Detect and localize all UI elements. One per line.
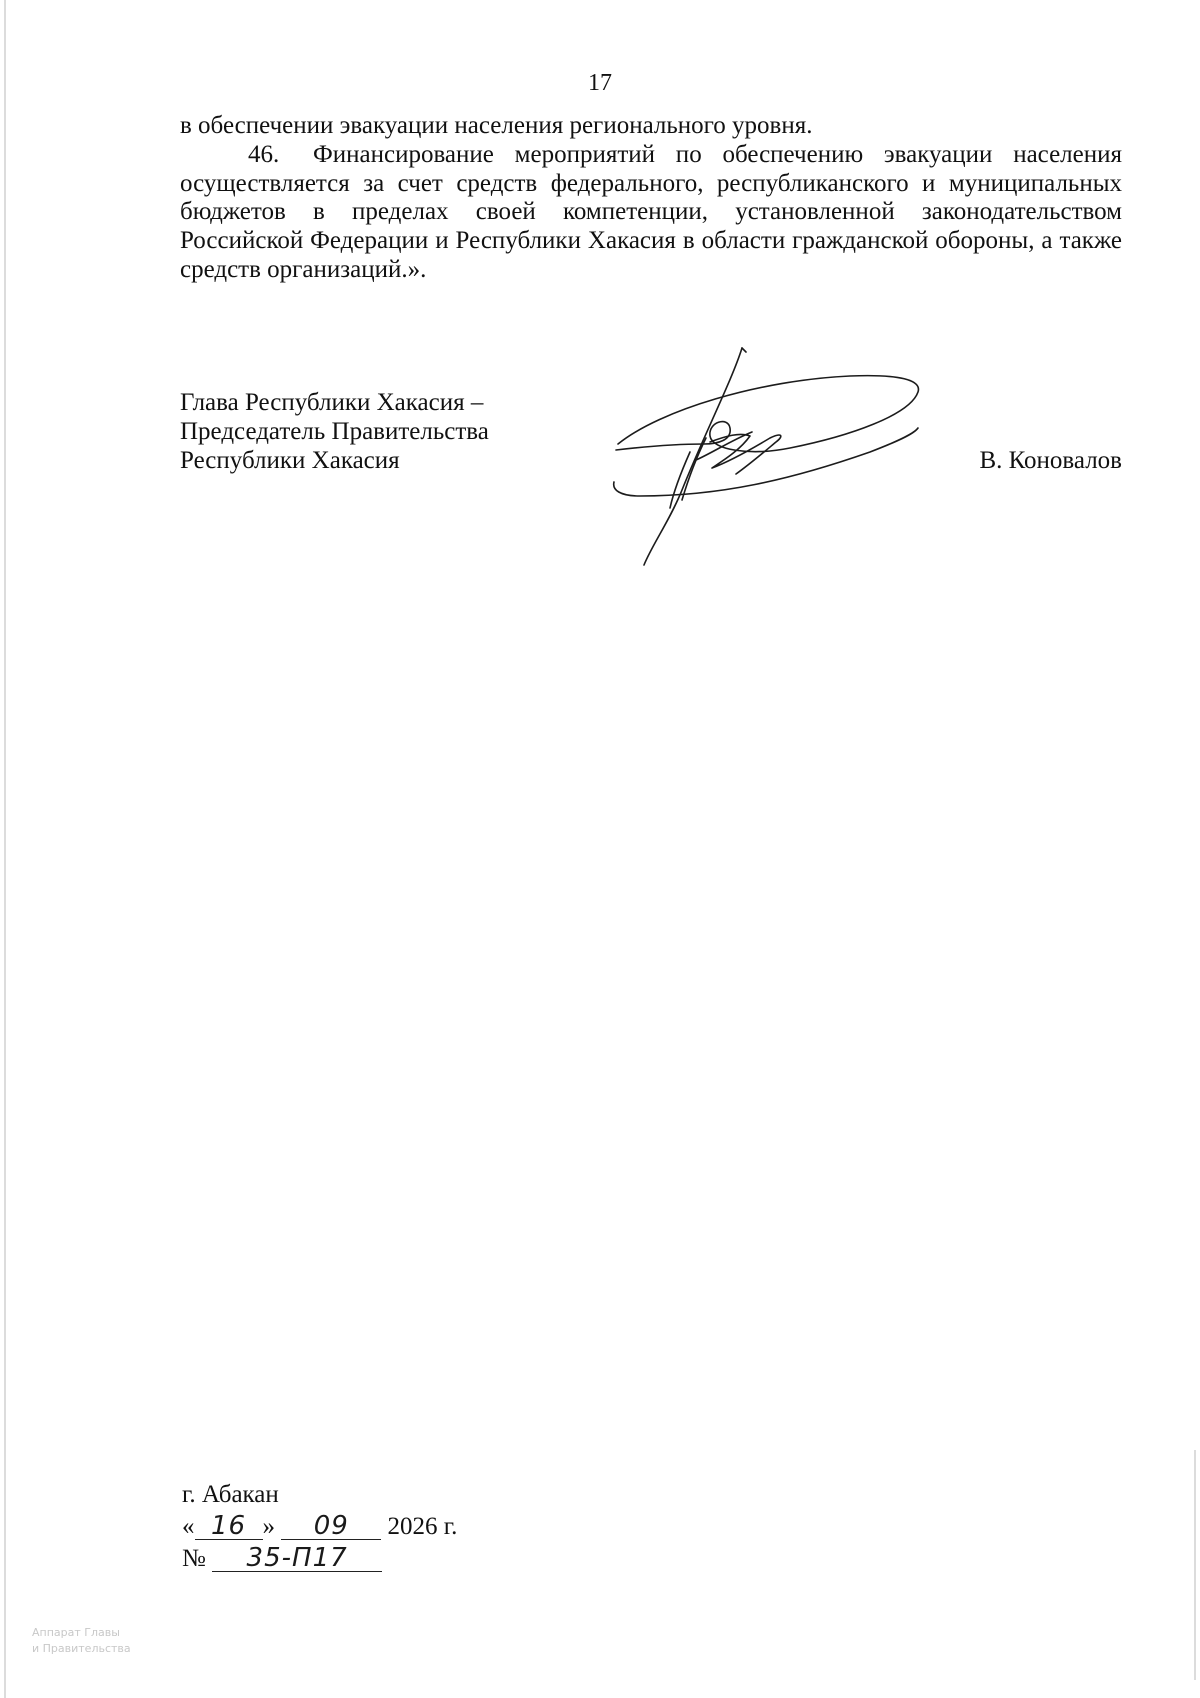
date-close-quote: » bbox=[262, 1513, 275, 1540]
paragraph-number: 46. bbox=[248, 140, 280, 168]
stamp-line-1: Аппарат Главы bbox=[32, 1626, 120, 1639]
date-day: 16 bbox=[195, 1513, 263, 1540]
faded-stamp bbox=[32, 1625, 131, 1657]
continuation-line: в обеспечении эвакуации населения регионального уровня. bbox=[180, 112, 813, 139]
document-number: 35-П17 bbox=[212, 1545, 382, 1572]
paragraph-text: Финансирование мероприятий по обеспечению эвакуации населения осуществляется за счет средств федерального, республиканского и муниципальных бюджетов в пределах своей компетенции, установленной законодательством Российской Федерации и Республики Хакасия в области гражданской обороны, а также средств организаций.». bbox=[180, 140, 1122, 283]
signatory-name: В. Коновалов bbox=[979, 447, 1122, 474]
number-sign: № bbox=[182, 1545, 206, 1572]
left-scan-edge bbox=[4, 0, 6, 1698]
stamp-line-2: и Правительства bbox=[32, 1642, 131, 1655]
signatory-title-line-3: Республики Хакасия bbox=[180, 447, 400, 474]
date-month: 09 bbox=[281, 1513, 381, 1540]
page-number: 17 bbox=[588, 70, 612, 96]
handwritten-signature bbox=[600, 340, 940, 580]
signatory-title-line-1: Глава Республики Хакасия – bbox=[180, 389, 484, 416]
footer-number bbox=[182, 1544, 457, 1576]
footer-city: г. Абакан bbox=[182, 1481, 279, 1508]
paragraph-46 bbox=[180, 141, 1122, 285]
document-body bbox=[180, 112, 1122, 285]
date-year: 2026 г. bbox=[387, 1513, 458, 1540]
signatory-title bbox=[180, 388, 489, 475]
signatory-title-line-2: Председатель Правительства bbox=[180, 418, 489, 445]
right-scan-edge bbox=[1194, 1450, 1196, 1680]
document-footer bbox=[182, 1480, 457, 1576]
date-open-quote: « bbox=[182, 1513, 195, 1540]
footer-date bbox=[182, 1512, 457, 1544]
